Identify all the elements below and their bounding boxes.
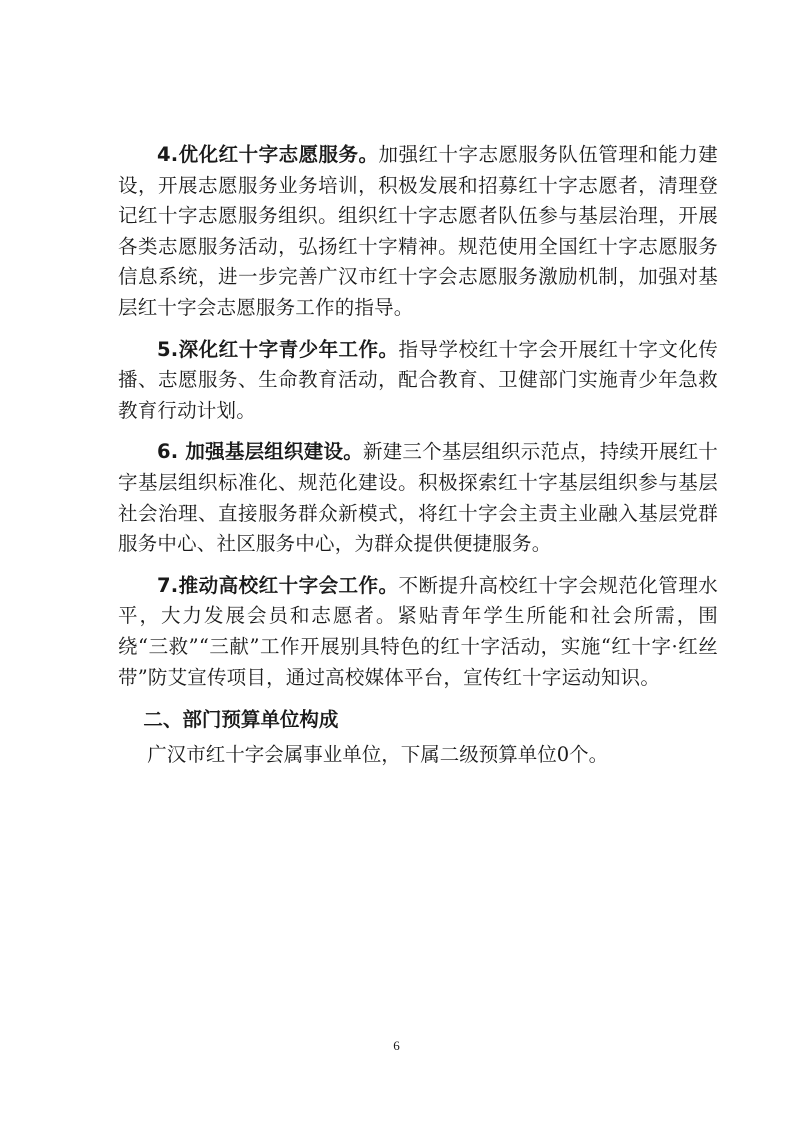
- paragraph-text: 不断提升高校红十字会规范化管理水平，大力发展会员和志愿者。紧贴青年学生所能和社会所需，围绕“三救”“三献”工作开展别具特色的红十字活动，实施“红十字·红丝带”防艾宣传项目，通过高校媒体平台，宣传红十字运动知识。: [118, 573, 719, 689]
- paragraph-text: 指导学校红十字会开展红十字文化传播、志愿服务、生命教育活动，配合教育、卫健部门实施青少年急救教育行动计划。: [118, 337, 719, 422]
- paragraph-lead: 4.优化红十字志愿服务。: [157, 143, 379, 166]
- page-number: 6: [393, 1038, 400, 1053]
- paragraph-lead: 7.推动高校红十字会工作。: [157, 573, 399, 597]
- paragraph-text: 新建三个基层组织示范点，持续开展红十字基层组织标准化、规范化建设。积极探索红十字基层组织参与基层社会治理、直接服务群众新模式，将红十字会主责主业融入基层党群服务中心、社区服务中心，为群众提供便捷服务。: [118, 440, 718, 556]
- paragraph-lead: 5.深化红十字青少年工作。: [157, 337, 399, 361]
- document-body: [118, 140, 718, 770]
- paragraph-lead: 6. 加强基层组织建设。: [157, 440, 363, 464]
- paragraph-text: 加强红十字志愿服务队伍管理和能力建设，开展志愿服务业务培训，积极发展和招募红十字志愿者，清理登记红十字志愿服务组织。组织红十字志愿者队伍参与基层治理，开展各类志愿服务活动，弘扬红十字精神。规范使用全国红十字志愿服务信息系统，进一步完善广汉市红十字会志愿服务激励机制，加强对基层红十字会志愿服务工作的指导。: [118, 143, 718, 319]
- paragraph-grassroots-organization: [118, 437, 718, 559]
- paragraph-volunteer-service: [118, 140, 718, 324]
- paragraph-youth-work: [118, 335, 718, 427]
- budget-unit-paragraph: 广汉市红十字会属事业单位，下属二级预算单位0个。: [147, 742, 609, 766]
- section-heading: 二、部门预算单位构成: [143, 708, 339, 732]
- paragraph-university-red-cross: [118, 571, 718, 693]
